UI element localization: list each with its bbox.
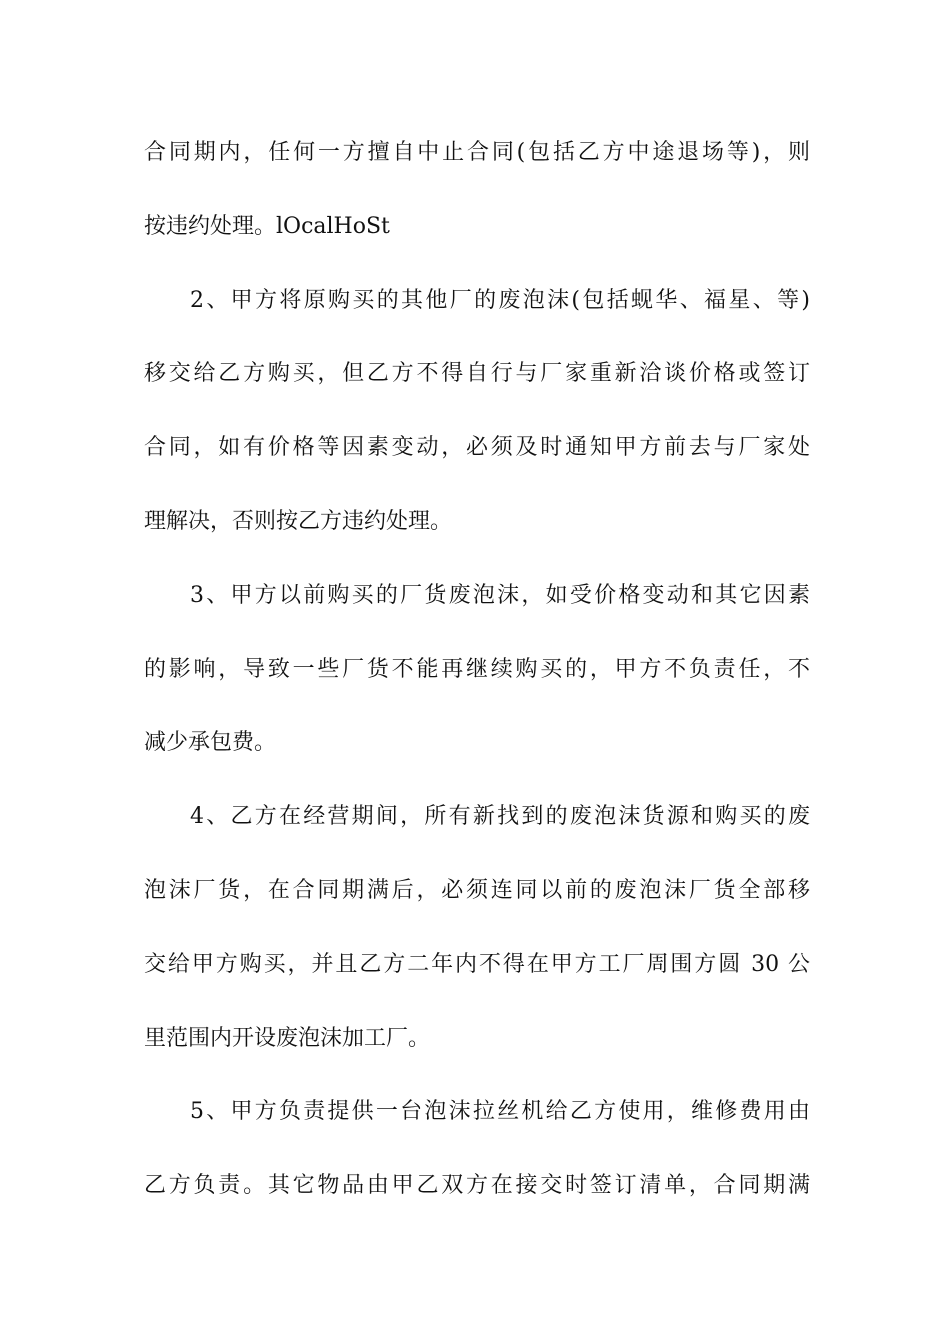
text-line: 里范围内开设废泡沫加工厂。	[144, 1025, 431, 1051]
document-body	[144, 128, 810, 1235]
text-line: 泡沫厂货，在合同期满后，必须连同以前的废泡沫厂货全部移	[144, 877, 810, 903]
text-line: 3、甲方以前购买的厂货废泡沫，如受价格变动和其它因素	[190, 582, 810, 608]
text-line: 交给甲方购买，并且乙方二年内不得在甲方工厂周围方圆 30 公	[144, 951, 810, 977]
text-line: 移交给乙方购买，但乙方不得自行与厂家重新洽谈价格或签订	[144, 361, 810, 387]
text-line: 合同，如有价格等因素变动，必须及时通知甲方前去与厂家处	[144, 435, 810, 461]
text-line: 合同期内，任何一方擅自中止合同(包括乙方中途退场等)，则	[144, 140, 810, 165]
text-line: 乙方负责。其它物品由甲乙双方在接交时签订清单，合同期满	[144, 1173, 810, 1199]
text-line: 的影响，导致一些厂货不能再继续购买的，甲方不负责任，不	[144, 656, 810, 682]
text-line: 5、甲方负责提供一台泡沫拉丝机给乙方使用，维修费用由	[190, 1099, 810, 1125]
text-line: 按违约处理。lOcalHoSt	[144, 213, 390, 239]
text-line: 2、甲方将原购买的其他厂的废泡沫(包括蚬华、福星、等)	[190, 287, 810, 313]
text-line: 减少承包费。	[144, 730, 277, 756]
text-line: 理解决，否则按乙方违约处理。	[144, 508, 453, 534]
text-line: 4、乙方在经营期间，所有新找到的废泡沫货源和购买的废	[190, 804, 810, 830]
